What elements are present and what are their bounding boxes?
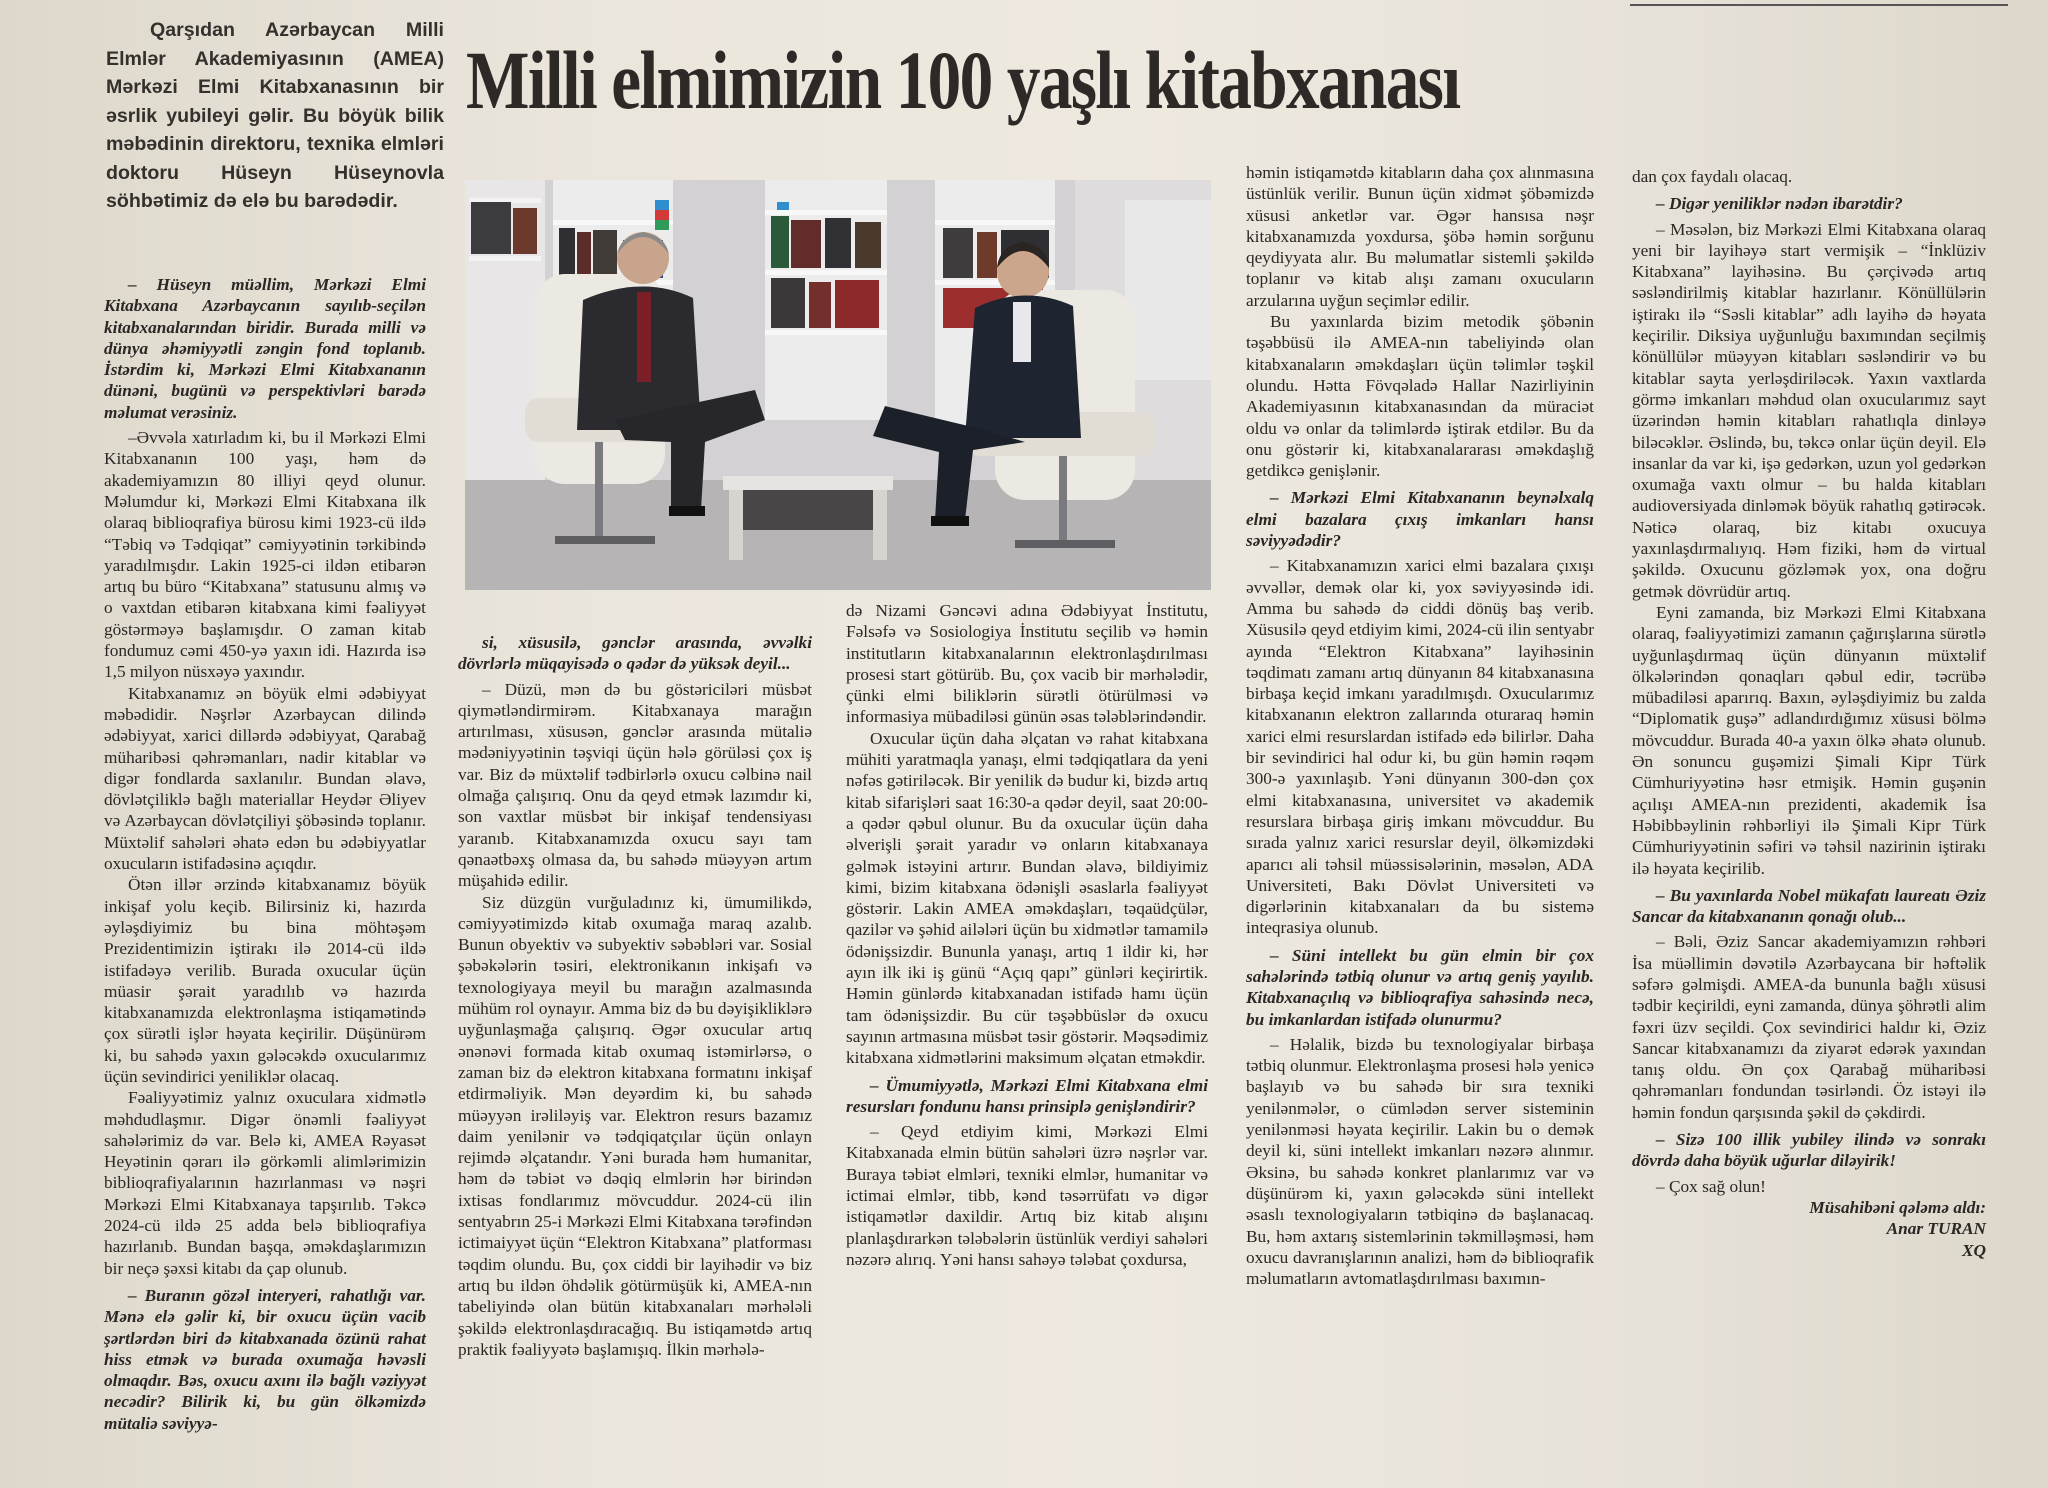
interview-question: – Bu yaxınlarda Nobel mükafatı laureatı Əziz Sancar da kitabxananın qonağı olub...	[1632, 885, 1986, 927]
column-2	[458, 626, 812, 1360]
interview-question: – Ümumiyyətlə, Mərkəzi Elmi Kitabxana elmi resursları fondunu hansı prinsiplə genişləndirir?	[846, 1075, 1208, 1116]
byline: XQ	[1961, 1240, 1986, 1260]
interview-question: – Hüseyn müəllim, Mərkəzi Elmi Kitabxana Azərbaycanın sayılıb-seçilən kitabxanalarından biridir. Burada milli və dünya əhəmiyyətli zəngin fond toplanıb. İstərdim ki, Mərkəzi Elmi Kitabxananın dünəni, bugünü və perspektivləri barədə məlumat verəsiniz.	[104, 275, 426, 422]
article-headline: Milli elmimizin 100 yaşlı kitabxanası	[466, 34, 1460, 126]
interview-answer: – Düzü, mən də bu göstəriciləri müsbət qiymətləndirmirəm. Kitabxanaya marağın artırılması, xüsusən, gənclər arasında mütaliə mədəniyyətinin təşviqi üçün hələ görüləsi çox iş var. Biz də müxtəlif tədbirlərlə oxucu cəlbinə nail olmağa çalışırıq. Onu da qeyd etmək lazımdır ki, son vaxtlar müsbət bir inkişaf tendensiyası yaranıb. Kitabxanamızda oxucu sayı tam qənaətbəxş olmasa da, bu sahədə müəyyən artım müşahidə edilir.	[458, 679, 812, 891]
interview-question: si, xüsusilə, gənclər arasında, əvvəlki dövrlərlə müqayisədə o qədər də yüksək deyil...	[458, 633, 812, 674]
column-5	[1632, 166, 1986, 1261]
interview-question: – Sizə 100 illik yubiley ilində və sonrakı dövrdə daha böyük uğurlar diləyirik!	[1632, 1130, 1986, 1171]
column-4	[1246, 162, 1594, 1289]
interview-answer: Eyni zamanda, biz Mərkəzi Elmi Kitabxana olaraq, fəaliyyətimizi zamanın çağırışlarına sürətlə uyğunlaşdırmaq üçün dünyanın müxtəlif ölkələrindən qonaqları qəbul edir, təcrübə mübadiləsi aparırıq. Baxın, əyləşdiyimiz bu zalda “Diplomatik guşə” adlandırdığımız xüsusi bölmə mövcuddur. Burada 40-a yaxın ölkə əhatə olunub. Ən sonuncu guşəmizi Şimali Kipr Türk Cümhuriyyətinə həsr etmişik. Həmin guşənin açılışı AMEA-nın prezidenti, akademik İsa Həbibbəylinin rəhbərliyi ilə Şimali Kipr Türk Cümhuriyyətinin səfiri və təhsil nazirinin iştirakı ilə həyata keçirilib.	[1632, 602, 1986, 878]
interview-answer: Kitabxanamız ən böyük elmi ədəbiyyat məbədidir. Nəşrlər Azərbaycan dilində ədəbiyyat, xarici dillərdə ədəbiyyat, Qarabağ müharibəsi qəhrəmanları, nadir kitablar və digər fondlarda saxlanılır. Bundan əlavə, dövlətçiliklə bağlı materiallar Heydər Əliyev və Azərbaycan dövlətçiliyi şöbəsində toplanır. Müxtəlif sahələri əhatə edən bu ədəbiyyatlar oxucuların istifadəsinə açıqdır.	[104, 683, 426, 874]
interview-answer: Bu yaxınlarda bizim metodik şöbənin təşəbbüsü ilə AMEA-nın tabeliyində olan kitabxanaların əməkdaşları üçün təlimlər təşkil olundu. Hətta Fövqəladə Hallar Nazirliyinin Akademiyasının kitabxanasından da müraciət oldu və onlar da təlimlərdə iştirak etdilər. Bu da onu göstərir ki, kitabxanalararası əməkdaşlığ getdikcə genişlənir.	[1246, 312, 1594, 481]
interview-answer: –Əvvəla xatırladım ki, bu il Mərkəzi Elmi Kitabxananın 100 yaşı, həm də akademiyamızın 80 illiyi qeyd olunur. Məlumdur ki, Mərkəzi Elmi Kitabxana ilk olaraq biblioqrafiya bürosu kimi 1923-cü ildə “Təbiq və Tədqiqat” cəmiyyətinin tərkibində yaradılmışdır. Lakin 1925-ci ildən etibarən artıq bu büro “Kitabxana” statusunu almış və o vaxtdan etibarən kitabxana kimi fəaliyyət göstərməyə başlamışdır. O zaman kitab fondumuz cəmi 450-yə yaxın idi. Hazırda isə 1,5 milyon nüsxəyə yaxındır.	[104, 428, 426, 682]
interview-answer: həmin istiqamətdə kitabların daha çox alınmasına üstünlük verilir. Bunun üçün xidmət şöbəmizdə xüsusi anketlər var. Əgər hansısa nəşr kitabxanamızda yoxdursa, şöbə həmin sorğunu qeydiyyata alır. Bu məlumatlar sistemli şəkildə toplanır və kitab alışı zamanı oxucuların arzularına uyğun seçimlər edilir.	[1246, 163, 1594, 310]
byline: Anar TURAN	[1886, 1219, 1986, 1239]
interview-answer: – Bəli, Əziz Sancar akademiyamızın rəhbəri İsa müəllimin dəvətilə Azərbaycana bir həftəlik səfərə gəlmişdi. AMEA-da bununla bağlı xüsusi tədbir keçirildi, eyni zamanda, dünya şöhrətli alim fəxri üzv seçildi. Çox sevindirici haldır ki, Əziz Sancar kitabxanamızı da ziyarət edərək yaxından tanış oldu. Ən çox Qarabağ müharibəsi qəhrəmanları fondundan təsirləndi. Öz istəyi ilə həmin fondun qarşısında şəkil də çəkdirdi.	[1632, 932, 1986, 1122]
interview-question: – Buranın gözəl interyeri, rahatlığı var. Mənə elə gəlir ki, bir oxucu üçün vacib şərtlərdən biri də kitabxanada özünü rahat hiss etmək və burada oxumağa həvəsli olmaqdır. Bəs, oxucu axını ilə bağlı vəziyyət necədir? Bilirik ki, bu gün ölkəmizdə mütaliə səviyyə-	[104, 1285, 426, 1433]
interview-answer: Fəaliyyətimiz yalnız oxuculara xidmətlə məhdudlaşmır. Digər önəmli fəaliyyət sahələrimiz də var. Belə ki, AMEA Rəyasət Heyətinin qərarı ilə görkəmli alimlərimizin biblioqrafiyalarının hazırlanması və nəşri Mərkəzi Elmi Kitabxanaya tapşırılıb. Təkcə 2024-cü ildə 25 adda belə biblioqrafiya hazırlanıb. Bundan başqa, əməkdaşlarımızın bir neçə şəxsi kitabı da çap olunub.	[104, 1088, 426, 1278]
interview-answer: – Qeyd etdiyim kimi, Mərkəzi Elmi Kitabxanada elmin bütün sahələri üzrə nəşrlər var. Buraya təbiət elmləri, texniki elmlər, humanitar və ictimai elmlər, tibb, kənd təsərrüfatı və digər istiqamətlər daxildir. Artıq biz kitab alışını planlaşdırarkən tələbələrin üstünlük verdiyi sahələri nəzərə alırıq. Yəni hansı sahəyə tələbat çoxdursa,	[846, 1122, 1208, 1269]
interview-photo	[465, 180, 1211, 590]
interview-question: – Süni intellekt bu gün elmin bir çox sahələrində tətbiq olunur və artıq geniş yayılıb. Kitabxanaçılıq və biblioqrafiya sahəsində necə, bu imkanlardan istifadə olunurmu?	[1246, 945, 1594, 1029]
interview-answer: dan çox faydalı olacaq.	[1632, 167, 1793, 186]
interview-answer: – Kitabxanamızın xarici elmi bazalara çıxışı əvvəllər, demək olar ki, yox səviyyəsində idi. Amma bu sahədə də ciddi dönüş baş verib. Xüsusilə qeyd etdiyim kimi, 2024-cü ilin sentyabr ayında “Elektron Kitabxana” layihəsinin təqdimatı zamanı artıq dünyanın 84 kitabxanasına birbaşa keçid imkanı yaradılmışdı. Oxucularımız kitabxananın elektron zallarında oturaraq həmin xarici elmi resurslardan istifadə edə bilirlər. Daha bir sevindirici hal odur ki, bu gün həmin rəqəm 300-ə yaxınlaşıb. Yəni dünyanın 300-dən çox elmi kitabxanasına, universitet və akademik resurslara birbaşa giriş imkanı mövcuddur. Bu sırada yalnız xarici resurslar deyil, ölkəmizdəki aparıcı ali təhsil müəssisələrinin, məsələn, ADA Universiteti, Bakı Dövlət Universiteti və digərlərinin kitabxanaları da bu sistemə inteqrasiya olunub.	[1246, 556, 1594, 938]
interview-answer: də Nizami Gəncəvi adına Ədəbiyyat İnstitutu, Fəlsəfə və Sosiologiya İnstitutu seçilib və həmin institutların kitabxanalarının elektronlaşdırılması prosesi start götürüb. Bu, çox vacib bir mərhələdir, çünki elmi biliklərin sürətli ötürülməsi və informasiya mübadiləsi günün əsas tələblərindəndir.	[846, 601, 1208, 727]
byline: Müsahibəni qələmə aldı:	[1809, 1197, 1986, 1217]
interview-answer: Oxucular üçün daha əlçatan və rahat kitabxana mühiti yaratmaqla yanaşı, elmi tədqiqatlara da yeni nəfəs gətiriləcək. Bir yenilik də budur ki, bizdə artıq kitab sifarişləri saat 16:30-a qədər deyil, saat 20:00-a qədər qəbul olunur. Bu da oxucular üçün daha əlverişli şərait yaradır və onların kitabxanaya gəlmək istəyini artırır. Bundan əlavə, bildiyimiz kimi, bizim kitabxana ödənişli əsaslarla fəaliyyət göstərir. Lakin AMEA əməkdaşları, təqaüdçülər, qazilər və şəhid ailələri üçün bu xidmətlər tamamilə ödənişsizdir. Bununla yanaşı, artıq 1 ildir ki, hər ayın ilk iki iş günü “Açıq qapı” günləri keçirirtik. Həmin günlərdə kitabxanadan istifadə hamı üçün tam ödənişsizdir. Bu cür təşəbbüslər də oxucu sayının artmasına müsbət təsir göstərir. Məqsədimiz kitabxana xidmətlərini maksimum əlçatan etməkdir.	[846, 728, 1208, 1068]
article-lead: Qarşıdan Azərbaycan Milli Elmlər Akademiyasının (AMEA) Mərkəzi Elmi Kitabxanasının bir əsrlik yubileyi gəlir. Bu böyük bilik məbədinin direktoru, texnika elmləri doktoru Hüseyn Hüseynovla söhbətimiz də elə bu barədədir.	[106, 19, 444, 212]
interview-answer: – Çox sağ olun!	[1656, 1176, 1766, 1196]
top-rule	[1630, 4, 2008, 6]
column-3	[846, 600, 1208, 1270]
interview-answer: Siz düzgün vurğuladınız ki, ümumilikdə, cəmiyyətimizdə kitab oxumağa maraq azalıb. Bunun obyektiv və subyektiv səbəbləri var. Sosial şəbəkələrin təsiri, elektronikanın inkişafı və texnologiyaya meyil bu marağın azalmasında mühüm rol oynayır. Amma biz də bu dəyişikliklərə uyğunlaşmağa çalışırıq. Əgər oxucular artıq ənənəvi formada kitab oxumaq istəmirlərsə, o zaman biz də elektron kitabxana formatını inkişaf etdirməliyik. Mən deyərdim ki, bu sahədə müəyyən irəliləyiş var. Elektron resurs bazamız daim yenilənir və tədqiqatçılar üçün onlayn rejimdə əlçatandır. Yəni burada həm humanitar, həm də təbiət və dəqiq elmlərin hər birindən ixtisas fondlarımız mövcuddur. 2024-cü ilin sentyabrın 25-i Mərkəzi Elmi Kitabxana tərəfindən ictimaiyyət üçün “Elektron Kitabxana” platforması təqdim olundu. Bu, çox ciddi bir layihədir və biz artıq bu ildən öhdəlik götürmüşük ki, AMEA-nın tabeliyində olan bütün kitabxanaları mərhələli şəkildə elektronlaşdıracağıq. Bu istiqamətdə artıq praktik fəaliyyətə başlamışıq. İlkin mərhələ-	[458, 892, 812, 1359]
interview-answer: – Həlalik, bizdə bu texnologiyalar birbaşa tətbiq olunmur. Elektronlaşma prosesi hələ yenicə başlayıb və bu sahədə bir sıra texniki yenilənmələr, o cümlədən server sisteminin yenilənməsi həyata keçirilir. Lakin bu o demək deyil ki, süni intellekt imkanları nəzərə alınmır. Əksinə, bu sahədə konkret planlarımız var və düşünürəm ki, yaxın gələcəkdə süni intellekt əsaslı texnologiyaların tətbiqinə də başlanacaq. Bu, həm axtarış sistemlərinin təkmilləşməsi, həm oxucu davranışlarının analizi, həm də biblioqrafik məlumatların avtomatlaşdırılması baxımın-	[1246, 1034, 1594, 1289]
interview-question: – Mərkəzi Elmi Kitabxananın beynəlxalq elmi bazalara çıxış imkanları hansı səviyyədədir?	[1246, 488, 1594, 551]
column-1	[104, 268, 426, 1438]
interview-answer: Ötən illər ərzində kitabxanamız böyük inkişaf yolu keçib. Bilirsiniz ki, hazırda əyləşdiyimiz bu bina möhtəşəm Prezidentimizin iştirakı ilə 2014-cü ildə istifadəyə verilib. Burada oxucular üçün müasir şərait yaradılıb və hazırda kitabxanamızda elektronlaşma istiqamətində çox sürətli işlər həyata keçirilir. Düşünürəm ki, bu sahədə yaxın gələcəkdə oxucularımız üçün sevindirici yeniliklər olacaq.	[104, 875, 426, 1086]
interview-question: – Digər yeniliklər nədən ibarətdir?	[1656, 194, 1903, 214]
interview-answer: – Məsələn, biz Mərkəzi Elmi Kitabxana olaraq yeni bir layihəyə start vermişik – “İnklüziv Kitabxana” layihəsinə. Bu çərçivədə artıq səsləndirilmiş kitablar hazırlanır. Könüllülərin iştirakı ilə “Səsli kitablar” adlı layihə də həyata keçirilir. Diksiya uyğunluğu baxımından seçilmiş könüllülər müəyyən kitabları səsləndirir və bu kitablar sayta yerləşdiriləcək. Yaxın vaxtlarda görmə imkanları məhdud olan oxucularımız sayt üzərindən həmin kitabları rahatlıqla dinləyə biləcəklər. Əslində, bu, təkcə onlar üçün deyil. Elə insanlar da var ki, işə gedərkən, uzun yol gedərkən oxumağa vaxtı olmur – bu halda kitabları audioversiyada dinləmək böyük rahatlıq gətirəcək. Nəticə olaraq, biz kitabı oxucuya yaxınlaşdırmalıyıq. Həm fiziki, həm də virtual şəkildə. Oxucunu gözləmək yox, ona doğru getmək dövrüdür artıq.	[1632, 219, 1986, 601]
